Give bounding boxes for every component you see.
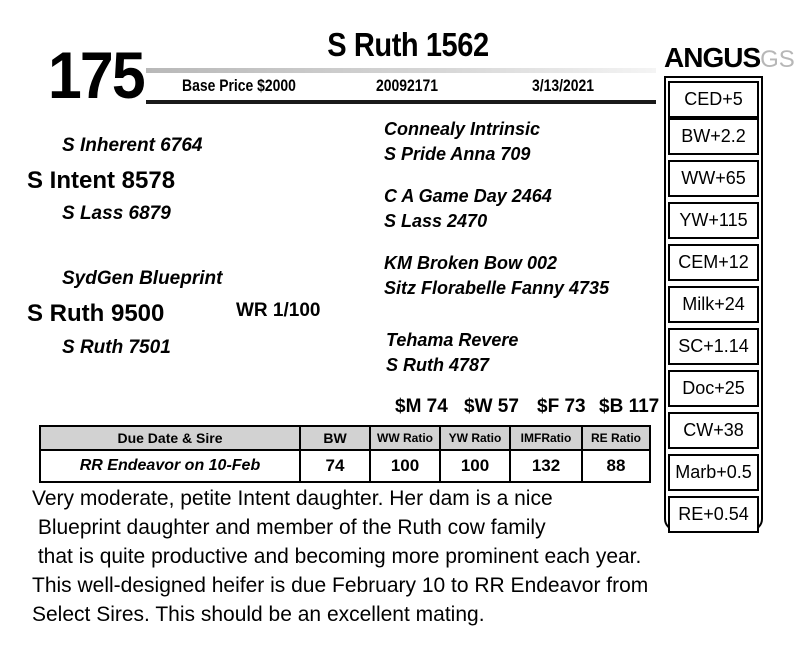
- base-price: Base Price $2000: [182, 76, 296, 95]
- description-line: Blueprint daughter and member of the Ruth cow family: [32, 516, 546, 539]
- index-m: $M 74: [395, 396, 448, 417]
- pedigree-dam-dam: S Ruth 7501: [62, 337, 171, 358]
- pedigree-sd-dam: S Lass 2470: [384, 211, 488, 231]
- index-b: $B 117: [599, 396, 660, 417]
- dam-weaning-ratio: WR 1/100: [236, 300, 321, 321]
- pedigree-sire-dam: S Lass 6879: [62, 203, 171, 224]
- epd-sc: SC+1.14: [668, 328, 759, 365]
- table-row: [40, 450, 650, 482]
- index-f: $F 73: [537, 396, 586, 417]
- table-header-row: [40, 426, 650, 450]
- logo-angus: ANGUS: [664, 42, 761, 73]
- header-imf-ratio: IMFRatio: [510, 426, 582, 450]
- birth-date: 3/13/2021: [532, 76, 595, 95]
- epd-cem: CEM+12: [668, 244, 759, 281]
- epd-cw: CW+38: [668, 412, 759, 449]
- description: [32, 484, 772, 629]
- cell-yw-ratio: 100: [440, 450, 510, 482]
- header-bw: BW: [300, 426, 370, 450]
- animal-name: S Ruth 1562: [327, 26, 489, 63]
- angus-gs-logo: [664, 42, 795, 76]
- info-bar-top-rule: [146, 68, 656, 73]
- header-yw-ratio: YW Ratio: [440, 426, 510, 450]
- dam-performance-table: [39, 425, 651, 483]
- pedigree-ds-dam: Sitz Florabelle Fanny 4735: [384, 278, 610, 298]
- pedigree-ds-sire: KM Broken Bow 002: [384, 253, 558, 273]
- epd-marb: Marb+0.5: [668, 454, 759, 491]
- cell-re-ratio: 88: [582, 450, 650, 482]
- cell-imf-ratio: 132: [510, 450, 582, 482]
- epd-bw: BW+2.2: [668, 118, 759, 155]
- pedigree-dam: S Ruth 9500: [27, 300, 165, 327]
- cell-due-date-sire: RR Endeavor on 10-Feb: [40, 450, 300, 482]
- pedigree-ss-sire: Connealy Intrinsic: [384, 119, 541, 139]
- pedigree-dd-dam: S Ruth 4787: [386, 355, 490, 375]
- header-ww-ratio: WW Ratio: [370, 426, 440, 450]
- description-line: Select Sires. This should be an excellent mating.: [32, 603, 485, 626]
- pedigree-sire: S Intent 8578: [27, 167, 176, 194]
- epd-doc: Doc+25: [668, 370, 759, 407]
- description-line: that is quite productive and becoming more prominent each year.: [32, 545, 642, 568]
- pedigree-ss-dam: S Pride Anna 709: [384, 144, 531, 164]
- cell-bw: 74: [300, 450, 370, 482]
- pedigree-dam-sire: SydGen Blueprint: [62, 268, 223, 289]
- description-line: Very moderate, petite Intent daughter. Her dam is a nice: [32, 487, 553, 510]
- info-bar-bottom-rule: [146, 100, 656, 104]
- description-line: This well-designed heifer is due February 10 to RR Endeavor from: [32, 574, 649, 597]
- epd-re: RE+0.54: [668, 496, 759, 533]
- pedigree-sd-sire: C A Game Day 2464: [384, 186, 552, 206]
- info-bar: [146, 68, 656, 104]
- epd-ww: WW+65: [668, 160, 759, 197]
- pedigree-dd-sire: Tehama Revere: [386, 330, 519, 350]
- epd-ced: CED+5: [668, 81, 759, 118]
- epd-yw: YW+115: [668, 202, 759, 239]
- epd-milk: Milk+24: [668, 286, 759, 323]
- lot-number: 175: [48, 38, 144, 112]
- cell-ww-ratio: 100: [370, 450, 440, 482]
- pedigree-sire-sire: S Inherent 6764: [62, 135, 203, 156]
- registration-number: 20092171: [376, 76, 439, 95]
- index-w: $W 57: [464, 396, 519, 417]
- header-re-ratio: RE Ratio: [582, 426, 650, 450]
- header-due-date-sire: Due Date & Sire: [40, 426, 300, 450]
- logo-gs: GS: [760, 46, 795, 73]
